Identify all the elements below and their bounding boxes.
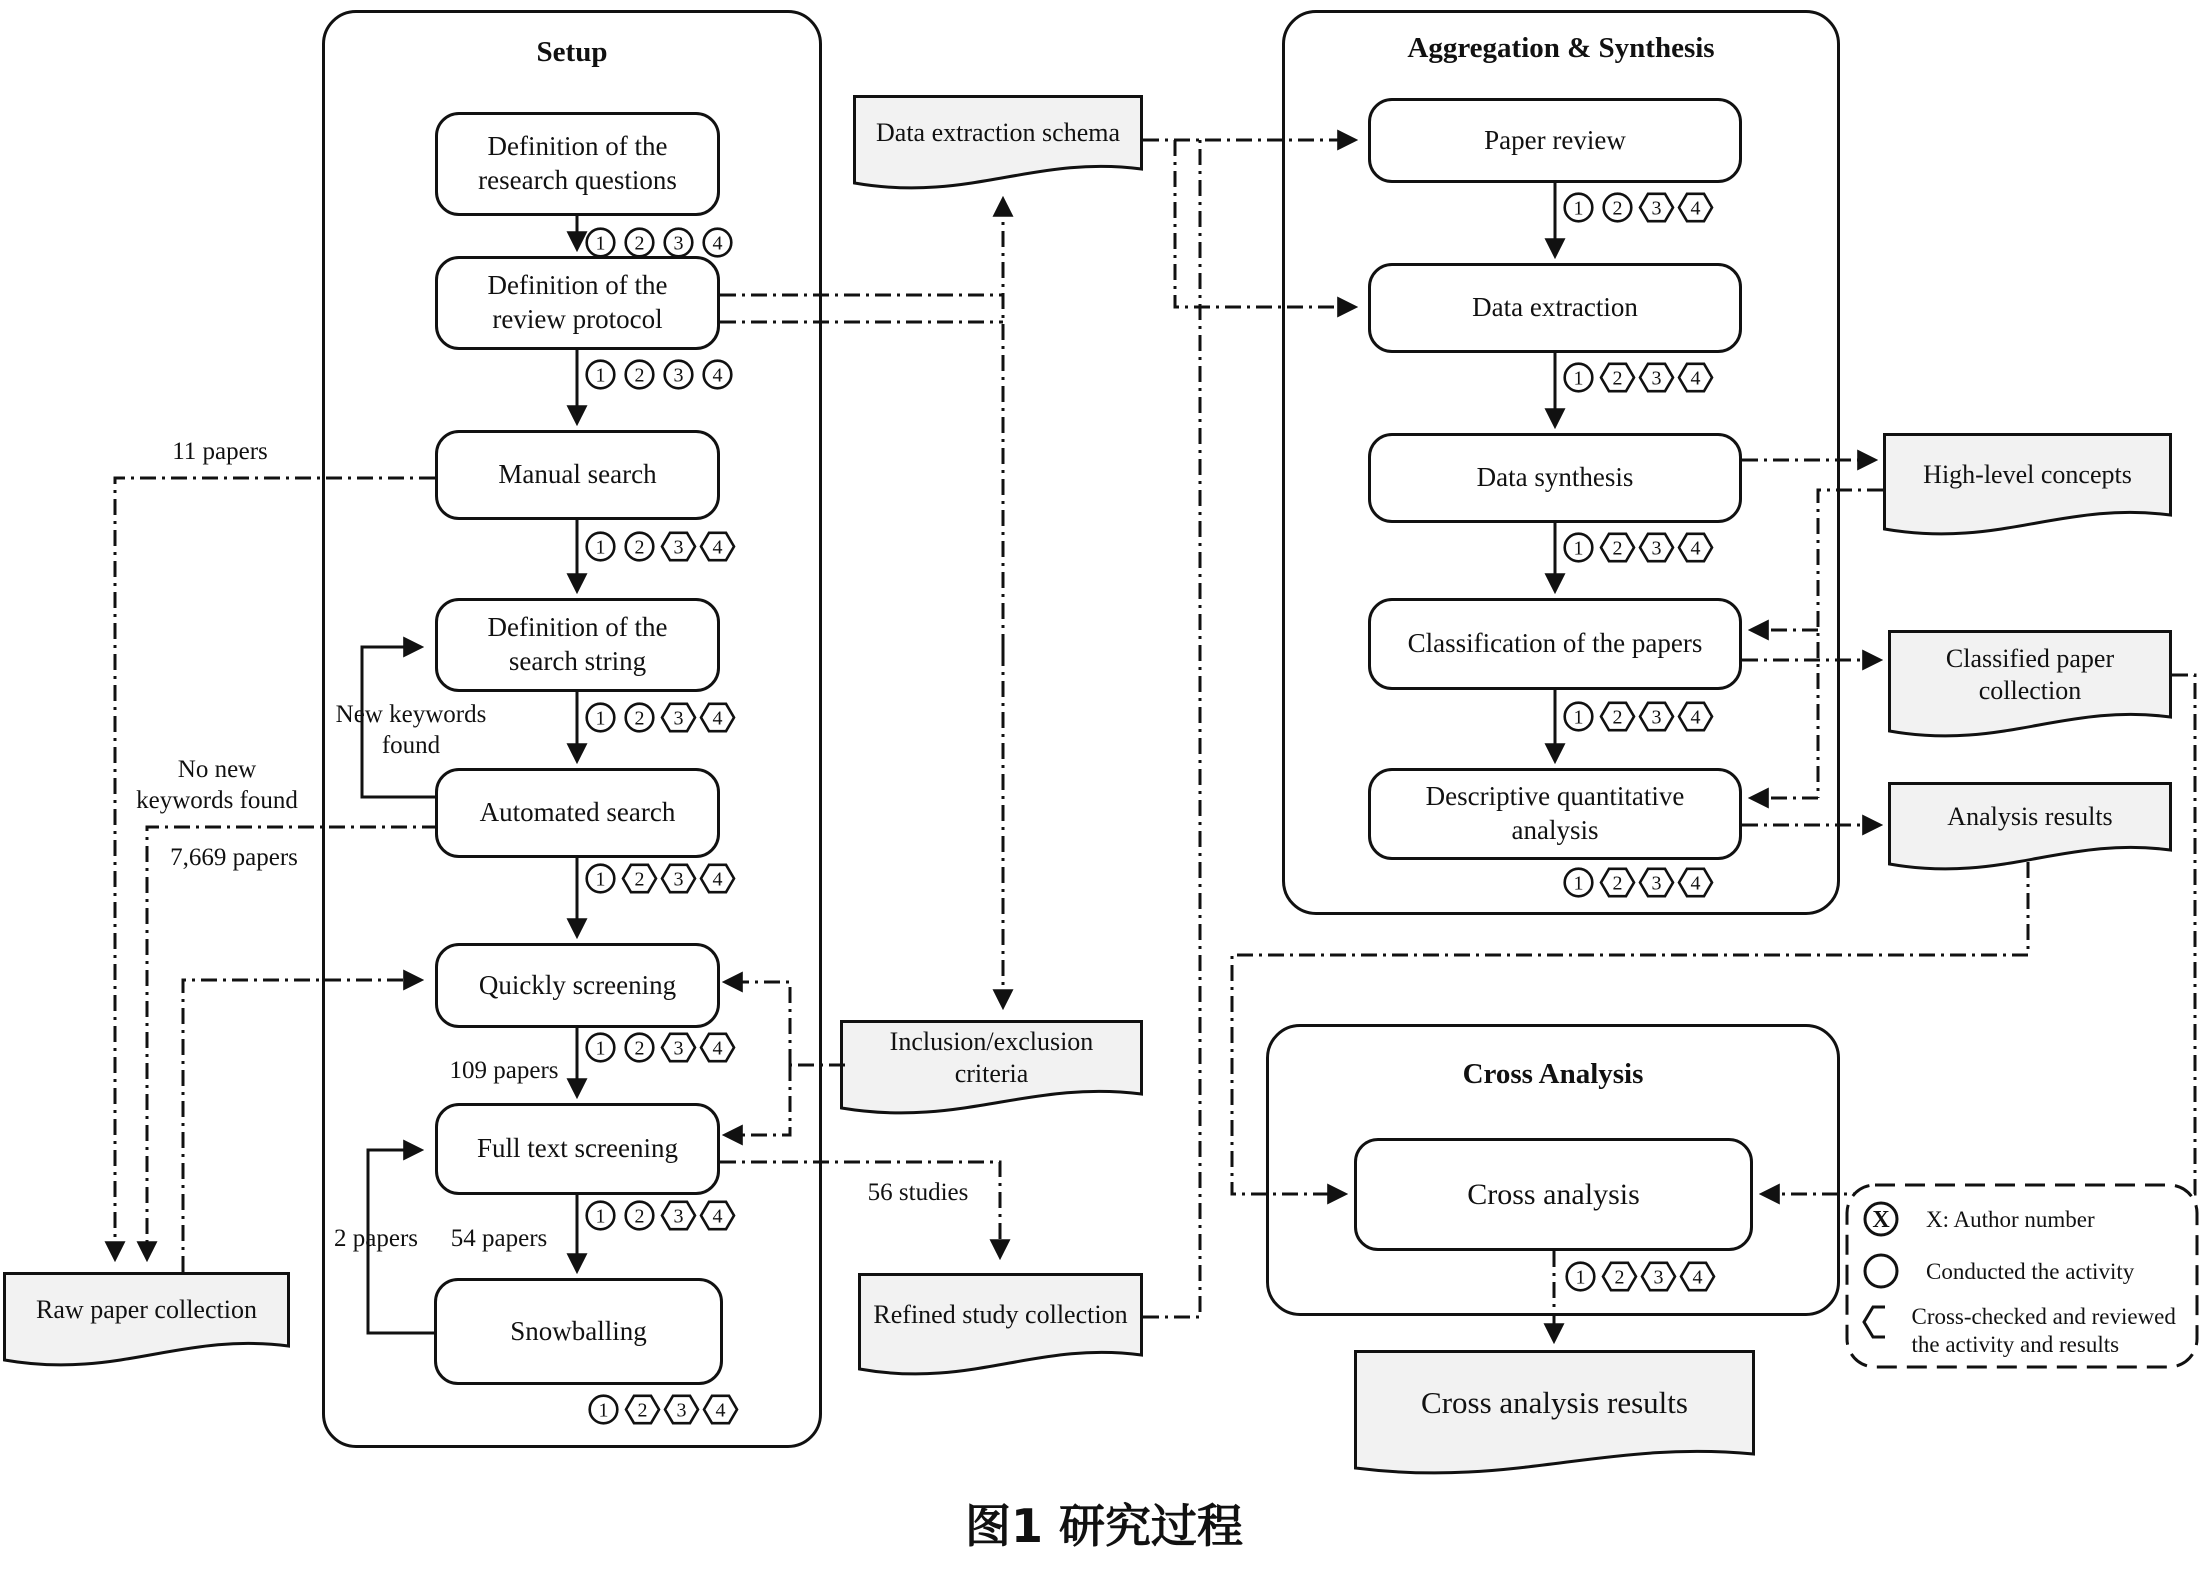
conducted-badge-icon (621, 701, 658, 734)
process-box-review-protocol: Definition of the review protocol (435, 256, 720, 350)
document-data-extraction-schema (853, 95, 1143, 195)
svg-text:1: 1 (1573, 197, 1584, 220)
svg-text:1: 1 (1575, 1266, 1586, 1289)
svg-text:4: 4 (712, 707, 723, 730)
svg-text:X: X (1872, 1207, 1890, 1233)
svg-text:2: 2 (634, 868, 645, 891)
label-54-papers: 54 papers (450, 1225, 548, 1252)
svg-text:3: 3 (1653, 1266, 1664, 1289)
author-badges-automated-search (582, 862, 736, 895)
document-label: Refined study collection (873, 1300, 1128, 1330)
crosschecked-badge-icon (1599, 531, 1636, 564)
process-box-descriptive-analysis: Descriptive quantitative analysis (1368, 768, 1742, 860)
legend-row-author-number (1862, 1200, 2192, 1238)
conducted-badge-icon (585, 1393, 622, 1426)
svg-text:3: 3 (1651, 367, 1662, 390)
svg-text:1: 1 (595, 232, 606, 255)
crosschecked-badge-icon (699, 1199, 736, 1232)
svg-text:4: 4 (715, 1399, 726, 1422)
crosschecked-badge-icon (660, 701, 697, 734)
cross-checked-icon (1862, 1303, 1885, 1341)
svg-text:2: 2 (1614, 1266, 1625, 1289)
conducted-badge-icon (582, 1031, 619, 1064)
process-box-snowballing: Snowballing (434, 1278, 723, 1385)
svg-text:4: 4 (712, 364, 723, 387)
svg-text:3: 3 (673, 707, 684, 730)
conducted-badge-icon (621, 1199, 658, 1232)
svg-text:1: 1 (1573, 706, 1584, 729)
crosschecked-badge-icon (1638, 361, 1675, 394)
crosschecked-badge-icon (660, 1199, 697, 1232)
author-badges-research-questions (582, 226, 736, 259)
crosschecked-badge-icon (1599, 866, 1636, 899)
svg-text:4: 4 (1690, 537, 1701, 560)
document-label: Cross analysis results (1421, 1385, 1688, 1421)
conducted-badge-icon (621, 530, 658, 563)
crosschecked-badge-icon (1599, 700, 1636, 733)
process-box-cross-analysis: Cross analysis (1354, 1138, 1753, 1251)
aggregation-title: Aggregation & Synthesis (1407, 32, 1715, 64)
crosschecked-badge-icon (1638, 531, 1675, 564)
document-classified-paper-collection (1888, 630, 2172, 743)
crosschecked-badge-icon (660, 530, 697, 563)
document-raw-paper-collection (3, 1272, 290, 1372)
conducted-badge-icon (582, 530, 619, 563)
label-56-studies: 56 studies (867, 1179, 969, 1206)
crosschecked-badge-icon (699, 530, 736, 563)
svg-text:3: 3 (673, 536, 684, 559)
svg-text:4: 4 (712, 1037, 723, 1060)
process-box-data-synthesis: Data synthesis (1368, 433, 1742, 523)
crosschecked-badge-icon (1599, 361, 1636, 394)
svg-text:3: 3 (673, 868, 684, 891)
svg-text:4: 4 (1690, 197, 1701, 220)
svg-text:3: 3 (673, 232, 684, 255)
process-box-automated-search: Automated search (435, 768, 720, 858)
process-box-full-text-screening: Full text screening (435, 1103, 720, 1195)
document-label: Raw paper collection (36, 1295, 257, 1325)
author-badges-classification (1560, 700, 1714, 733)
conducted-badge-icon (582, 1199, 619, 1232)
process-box-search-string: Definition of the search string (435, 598, 720, 692)
setup-title: Setup (536, 36, 608, 68)
conducted-badge-icon (1560, 866, 1597, 899)
svg-text:2: 2 (1612, 706, 1623, 729)
document-inclusion-exclusion-criteria (840, 1020, 1143, 1120)
svg-text:3: 3 (1651, 197, 1662, 220)
crosschecked-badge-icon (660, 1031, 697, 1064)
svg-text:1: 1 (1573, 872, 1584, 895)
svg-text:1: 1 (595, 707, 606, 730)
svg-text:1: 1 (595, 536, 606, 559)
conducted-badge-icon (621, 358, 658, 391)
svg-text:4: 4 (1690, 872, 1701, 895)
svg-text:1: 1 (595, 1037, 606, 1060)
conducted-badge-icon (582, 862, 619, 895)
conducted-badge-icon (1560, 361, 1597, 394)
svg-text:4: 4 (1690, 367, 1701, 390)
svg-text:3: 3 (1651, 706, 1662, 729)
svg-text:2: 2 (634, 707, 645, 730)
author-badges-snowballing (585, 1393, 739, 1426)
author-badges-manual-search (582, 530, 736, 563)
conducted-badge-icon (582, 701, 619, 734)
crosschecked-badge-icon (621, 862, 658, 895)
conducted-badge-icon (699, 226, 736, 259)
conducted-badge-icon (621, 1031, 658, 1064)
author-badges-descriptive-analysis (1560, 866, 1714, 899)
conducted-badge-icon (660, 226, 697, 259)
crosschecked-badge-icon (1679, 1260, 1716, 1293)
crosschecked-badge-icon (1677, 700, 1714, 733)
conducted-activity-icon (1862, 1252, 1900, 1290)
conducted-badge-icon (621, 226, 658, 259)
svg-text:3: 3 (673, 1205, 684, 1228)
conducted-badge-icon (582, 226, 619, 259)
svg-text:4: 4 (1692, 1266, 1703, 1289)
document-label: High-level concepts (1923, 460, 2132, 490)
label-new-keywords-found: New keywords found (335, 701, 487, 759)
conducted-badge-icon (1599, 191, 1636, 224)
svg-text:4: 4 (712, 232, 723, 255)
svg-text:2: 2 (1612, 197, 1623, 220)
svg-text:2: 2 (634, 1205, 645, 1228)
svg-text:4: 4 (712, 1205, 723, 1228)
svg-text:1: 1 (595, 868, 606, 891)
author-badges-full-text-screening (582, 1199, 736, 1232)
legend-label: Cross-checked and reviewed the activity and results (1911, 1304, 2176, 1358)
crosschecked-badge-icon (1638, 700, 1675, 733)
crosschecked-badge-icon (1601, 1260, 1638, 1293)
crosschecked-badge-icon (702, 1393, 739, 1426)
process-box-classification: Classification of the papers (1368, 598, 1742, 690)
document-refined-study-collection (858, 1273, 1143, 1381)
author-badges-paper-review (1560, 191, 1714, 224)
author-number-icon (1862, 1200, 1900, 1238)
crosschecked-badge-icon (624, 1393, 661, 1426)
crosschecked-badge-icon (660, 862, 697, 895)
svg-text:2: 2 (1612, 872, 1623, 895)
process-box-data-extraction: Data extraction (1368, 263, 1742, 353)
svg-text:4: 4 (1690, 706, 1701, 729)
label-11-papers: 11 papers (172, 438, 268, 465)
legend-row-conducted (1862, 1252, 2192, 1290)
svg-text:3: 3 (676, 1399, 687, 1422)
crosschecked-badge-icon (663, 1393, 700, 1426)
crosschecked-badge-icon (1677, 531, 1714, 564)
svg-text:2: 2 (634, 364, 645, 387)
figure-caption: 图1 研究过程 (964, 1499, 1244, 1553)
svg-text:4: 4 (712, 868, 723, 891)
legend-row-cross-checked (1862, 1303, 2192, 1359)
crosschecked-badge-icon (699, 862, 736, 895)
svg-text:1: 1 (595, 364, 606, 387)
crosschecked-badge-icon (1677, 191, 1714, 224)
crosschecked-badge-icon (1677, 866, 1714, 899)
conducted-badge-icon (699, 358, 736, 391)
conducted-badge-icon (1560, 531, 1597, 564)
process-box-quickly-screening: Quickly screening (435, 943, 720, 1028)
svg-text:1: 1 (1573, 537, 1584, 560)
document-label: Data extraction schema (876, 118, 1120, 148)
svg-text:3: 3 (673, 1037, 684, 1060)
crosschecked-badge-icon (1638, 866, 1675, 899)
label-109-papers: 109 papers (449, 1057, 559, 1084)
svg-text:2: 2 (637, 1399, 648, 1422)
svg-text:2: 2 (1612, 367, 1623, 390)
svg-text:1: 1 (598, 1399, 609, 1422)
svg-text:4: 4 (712, 536, 723, 559)
conducted-badge-icon (1560, 700, 1597, 733)
document-label: Inclusion/exclusion criteria (889, 1027, 1094, 1088)
author-badges-cross-analysis (1562, 1260, 1716, 1293)
svg-text:2: 2 (634, 536, 645, 559)
conducted-badge-icon (1560, 191, 1597, 224)
conducted-badge-icon (660, 358, 697, 391)
label-7669-papers: 7,669 papers (170, 844, 298, 871)
svg-text:3: 3 (1651, 872, 1662, 895)
legend-label: X: Author number (1926, 1207, 2095, 1232)
author-badges-review-protocol (582, 358, 736, 391)
author-badges-quickly-screening (582, 1031, 736, 1064)
svg-text:3: 3 (673, 364, 684, 387)
crosschecked-badge-icon (1640, 1260, 1677, 1293)
conducted-badge-icon (582, 358, 619, 391)
label-no-new-keywords: No new keywords found (136, 756, 298, 814)
svg-text:2: 2 (634, 232, 645, 255)
conducted-badge-icon (1562, 1260, 1599, 1293)
legend-label: Conducted the activity (1926, 1259, 2135, 1284)
document-high-level-concepts (1883, 433, 2172, 541)
label-2-papers: 2 papers (334, 1225, 418, 1252)
crosschecked-badge-icon (699, 701, 736, 734)
svg-text:3: 3 (1651, 537, 1662, 560)
process-box-research-questions: Definition of the research questions (435, 112, 720, 216)
crosschecked-badge-icon (1638, 191, 1675, 224)
author-badges-data-extraction (1560, 361, 1714, 394)
author-badges-search-string (582, 701, 736, 734)
svg-text:1: 1 (1573, 367, 1584, 390)
document-cross-analysis-results (1354, 1350, 1755, 1480)
svg-text:1: 1 (595, 1205, 606, 1228)
document-label: Analysis results (1947, 802, 2113, 832)
document-label: Classified paper collection (1945, 643, 2115, 705)
process-box-manual-search: Manual search (435, 430, 720, 520)
svg-text:2: 2 (1612, 537, 1623, 560)
author-badges-data-synthesis (1560, 531, 1714, 564)
crosschecked-badge-icon (699, 1031, 736, 1064)
process-box-paper-review: Paper review (1368, 98, 1742, 183)
crosschecked-badge-icon (1677, 361, 1714, 394)
document-analysis-results (1888, 782, 2172, 876)
svg-text:2: 2 (634, 1037, 645, 1060)
cross-analysis-title: Cross Analysis (1462, 1058, 1644, 1090)
